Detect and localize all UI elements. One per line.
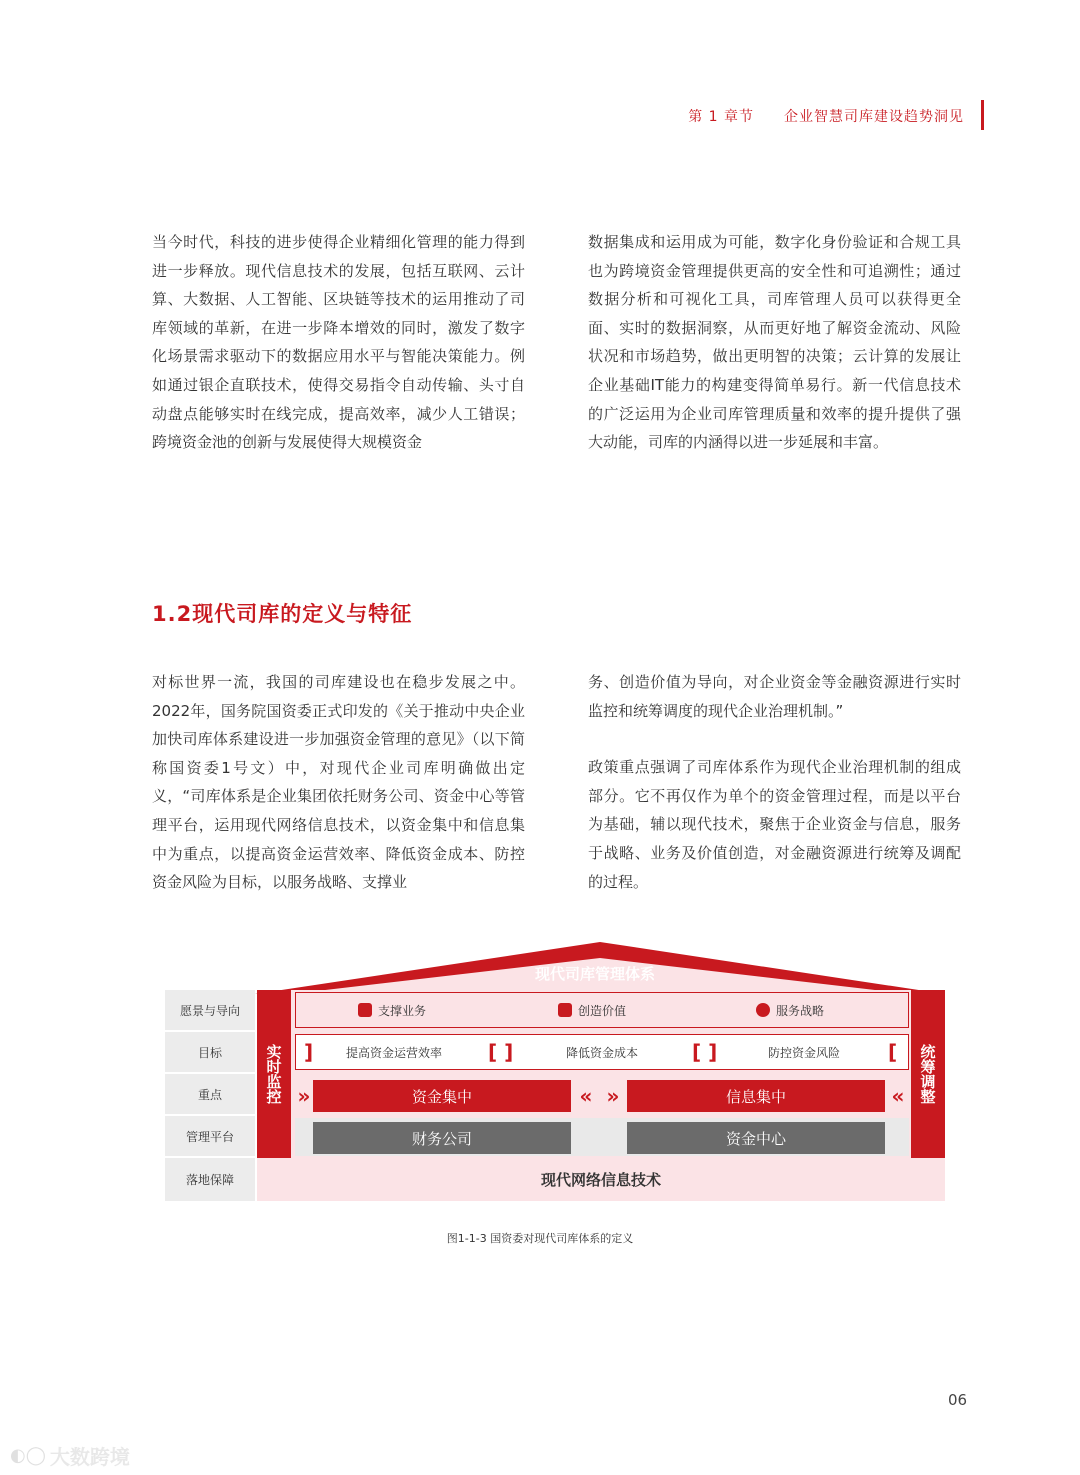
header-accent-bar [981,100,984,130]
focus-capital: 资金集中 [313,1080,571,1112]
bracket-icon: ] [304,1040,314,1064]
chevron-right-icon: » [606,1084,620,1108]
page-number: 06 [948,1391,968,1409]
watermark-logo-icon: ◐◯ [10,1445,46,1466]
watermark-text: 大数跨境 [49,1445,130,1469]
bracket-icon: [ [888,1040,898,1064]
goal-cost: 降低资金成本 [566,1045,639,1060]
bracket-icon: [ ] [488,1040,514,1064]
treasury-system-diagram [165,938,945,1203]
bracket-icon: [ ] [692,1040,718,1064]
chevron-right-icon: » [297,1084,311,1108]
section-heading: 1.2现代司库的定义与特征 [152,602,413,626]
focus-information: 信息集中 [627,1080,885,1112]
vision-row [295,992,909,1028]
watermark [10,1441,130,1470]
vision-item-value: 创造价值 [558,993,626,1027]
row-label-vision: 愿景与导向 [165,990,255,1030]
vision-item-strategy: 服务战略 [756,993,824,1027]
intro-right-text: 数据集成和运用成为可能，数字化身份验证和合规工具也为跨境资金管理提供更高的安全性和可追溯性；通过数据分析和可视化工具，司库管理人员可以获得更全面、实时的数据洞察，从而更好地了解资金流动、风险状况和市场趋势，做出更明智的决策；云计算的发展让企业基础IT能力的构建变得简单易行。新一代信息技术的广泛运用为企业司库管理质量和效率的提升提供了强大动能，司库的内涵得以进一步延展和丰富。 [588,233,961,452]
section-right-text-1: 务、创造价值为导向，对企业资金等金融资源进行实时监控和统筹调度的现代企业治理机制。” [588,673,961,720]
document-icon [558,1003,572,1017]
goal-efficiency: 提高资金运营效率 [346,1045,443,1060]
section-left-column [152,668,525,897]
chapter-label: 第 1 章节 [688,109,754,125]
row-label-foundation: 落地保障 [165,1158,255,1201]
vision-item-support: 支撑业务 [358,993,426,1027]
platform-fund-center: 资金中心 [627,1122,885,1154]
intro-right-column [588,228,961,457]
chapter-title: 企业智慧司库建设趋势洞见 [784,109,964,125]
chevron-left-icon: « [579,1084,593,1108]
briefcase-icon [358,1003,372,1017]
chevron-left-icon: « [891,1084,905,1108]
chapter-header [688,106,964,126]
intro-left-text: 当今时代，科技的进步使得企业精细化管理的能力得到进一步释放。现代信息技术的发展，包括互联网、云计算、大数据、人工智能、区块链等技术的运用推动了司库领域的革新，在进一步降本增效的同时，激发了数字化场景需求驱动下的数据应用水平与智能决策能力。例如通过银企直联技术，使得交易指令自动传输、头寸自动盘点能够实时在线完成，提高效率，减少人工错误；跨境资金池的创新与发展使得大规模资金 [152,233,525,452]
diagram-title: 现代司库管理体系 [534,965,655,983]
row-label-platform: 管理平台 [165,1116,255,1156]
right-pillar: 统筹调整 [911,990,945,1158]
foundation-label: 现代网络信息技术 [540,1171,661,1189]
row-label-focus: 重点 [165,1074,255,1114]
section-right-column [588,668,961,896]
figure-caption: 图1-1-3 国资委对现代司库体系的定义 [446,1232,634,1245]
platform-finance-company: 财务公司 [313,1122,571,1154]
left-pillar: 实时监控 [257,990,291,1158]
section-right-text-2: 政策重点强调了司库体系作为现代企业治理机制的组成部分。它不再仅作为单个的资金管理过程，而是以平台为基础，辅以现代技术，聚焦于企业资金与信息，服务于战略、业务及价值创造，对金融资源进行统筹及调配的过程。 [588,758,961,891]
intro-left-column [152,228,525,457]
section-left-text: 对标世界一流，我国的司库建设也在稳步发展之中。2022年，国务院国资委正式印发的《关于推动中央企业加快司库体系建设进一步加强资金管理的意见》（以下简称国资委1号文）中，对现代企业司库明确做出定义，“司库体系是企业集团依托财务公司、资金中心等管理平台，运用现代网络信息技术，以资金集中和信息集中为重点，以提高资金运营效率、降低资金成本、防控资金风险为目标，以服务战略、支撑业 [152,673,525,892]
goal-risk: 防控资金风险 [768,1045,841,1060]
row-label-goal: 目标 [165,1032,255,1072]
globe-icon [756,1003,770,1017]
goal-row [295,1034,909,1070]
